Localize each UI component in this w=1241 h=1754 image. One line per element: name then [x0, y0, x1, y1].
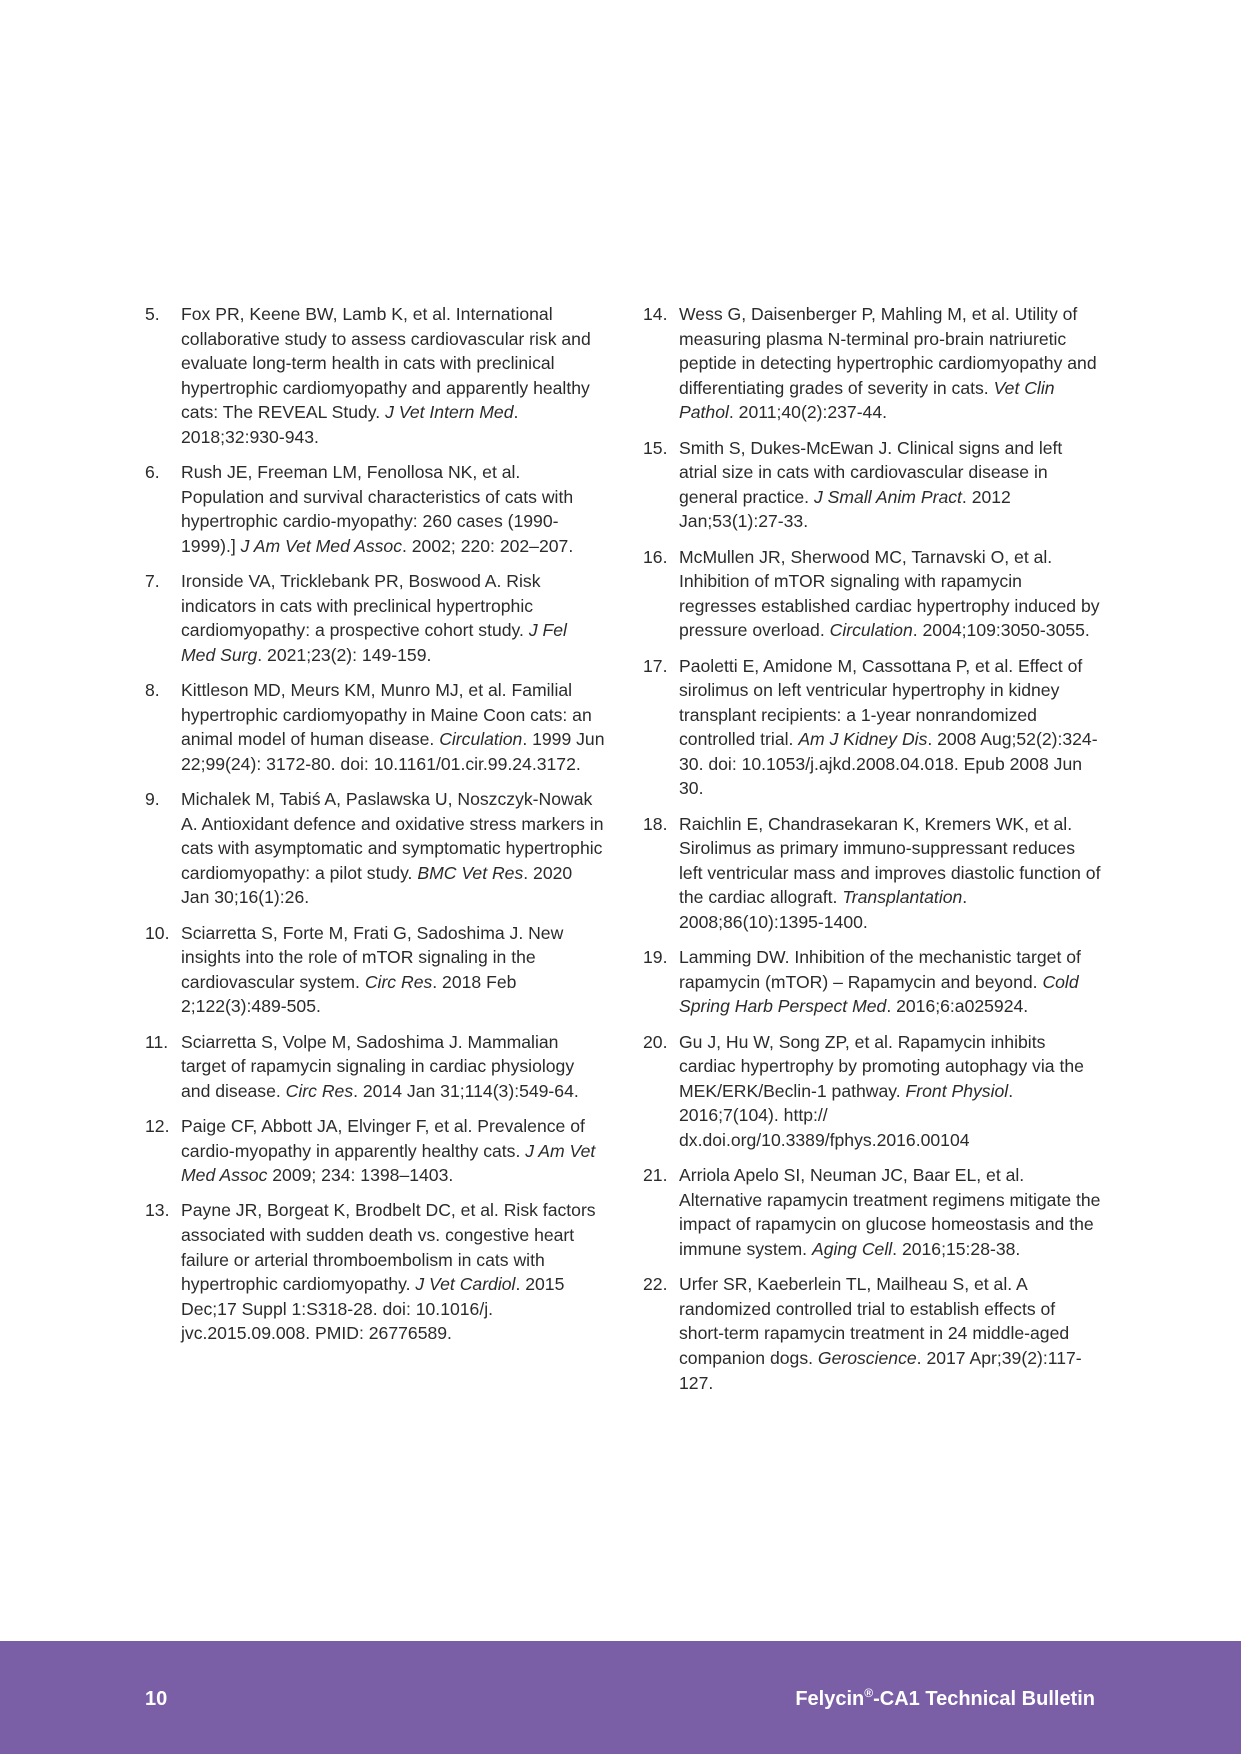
bulletin-title: [795, 1688, 1095, 1711]
reference-journal: BMC Vet Res: [417, 862, 524, 883]
reference-text: Smith S, Dukes-McEwan J. Clinical signs and left atrial size in cats with cardiovascular disease in general practice.: [679, 437, 1063, 507]
reference-text: Wess G, Daisenberger P, Mahling M, et al. Utility of measuring plasma N-terminal pro-brain natriuretic peptide in detecting hypertrophic cardiomyopathy and differentiating grades of severity in cats.: [679, 304, 1097, 398]
reference-journal: Am J Kidney Dis: [798, 729, 928, 750]
reference-citation: . 2020 Jan 30;16(1):26.: [181, 862, 573, 908]
reference-item: [145, 678, 605, 776]
reference-text: Ironside VA, Tricklebank PR, Boswood A. Risk indicators in cats with preclinical hypertrophic cardiomyopathy: a prospective cohort study.: [181, 571, 541, 641]
reference-number: 21.: [643, 1165, 668, 1186]
reference-number: 11.: [145, 1031, 169, 1052]
reference-number: 15.: [643, 437, 668, 458]
reference-journal: J Am Vet Med Assoc: [240, 535, 402, 556]
reference-journal: Circ Res: [285, 1080, 354, 1101]
reference-journal: J Vet Cardiol: [415, 1274, 516, 1295]
reference-citation: . 2018;32:930-943.: [181, 402, 519, 447]
registered-mark: ®: [864, 1686, 874, 1700]
reference-citation: . 2014 Jan 31;114(3):549-64.: [353, 1080, 579, 1101]
reference-number: 10.: [145, 922, 170, 943]
reference-item: [643, 812, 1103, 935]
reference-text: Sciarretta S, Forte M, Frati G, Sadoshima J. New insights into the role of mTOR signaling in the cardiovascular system.: [181, 922, 564, 992]
reference-text: Lamming DW. Inhibition of the mechanistic target of rapamycin (mTOR) – Rapamycin and beyond.: [679, 947, 1081, 992]
reference-citation: . 2021;23(2): 149-159.: [257, 644, 432, 665]
references-column-left: [145, 302, 605, 1357]
reference-journal: Geroscience: [817, 1347, 917, 1368]
reference-text: Rush JE, Freeman LM, Fenollosa NK, et al. Population and survival characteristics of cats with hypertrophic cardio-myopathy: 260 cases (1990-1999).]: [181, 462, 574, 556]
reference-item: [145, 302, 605, 450]
reference-item: [643, 1030, 1103, 1153]
reference-number: 6.: [145, 462, 160, 483]
reference-citation: . 2018 Feb 2;122(3):489-505.: [181, 971, 517, 1017]
reference-citation: . 2015 Dec;17 Suppl 1:S318-28. doi: 10.1016/j. jvc.2015.09.008. PMID: 26776589.: [181, 1274, 565, 1344]
reference-citation: . 2016;7(104). http:// dx.doi.org/10.3389/fphys.2016.00104: [679, 1080, 1014, 1150]
reference-text: Payne JR, Borgeat K, Brodbelt DC, et al. Risk factors associated with sudden death vs. congestive heart failure or arterial thromboembolism in cats with hypertrophic cardiomyopathy.: [181, 1200, 596, 1295]
reference-number: 12.: [145, 1115, 170, 1136]
reference-number: 16.: [643, 546, 668, 567]
reference-text: Raichlin E, Chandrasekaran K, Kremers WK, et al. Sirolimus as primary immuno-suppressant reduces left ventricular mass and improves diastolic function of the cardiac allograft.: [679, 813, 1101, 908]
reference-text: Paoletti E, Amidone M, Cassottana P, et al. Effect of sirolimus on left ventricular hypertrophy in kidney transplant recipients: a 1-year nonrandomized controlled trial.: [679, 655, 1083, 750]
reference-journal: J Fel Med Surg: [181, 620, 567, 665]
reference-text: Arriola Apelo SI, Neuman JC, Baar EL, et al. Alternative rapamycin treatment regimens mitigate the impact of rapamycin on glucose homeostasis and the immune system.: [679, 1165, 1101, 1259]
reference-item: [643, 302, 1103, 425]
reference-number: 7.: [145, 571, 160, 592]
reference-text: Gu J, Hu W, Song ZP, et al. Rapamycin inhibits cardiac hypertrophy by promoting autophagy via the MEK/ERK/Beclin-1 pathway.: [679, 1031, 1084, 1101]
reference-text: McMullen JR, Sherwood MC, Tarnavski O, et al. Inhibition of mTOR signaling with rapamycin regresses established cardiac hypertrophy induced by pressure overload.: [679, 546, 1100, 641]
reference-text: Sciarretta S, Volpe M, Sadoshima J. Mammalian target of rapamycin signaling in cardiac physiology and disease.: [181, 1031, 575, 1101]
reference-journal: Transplantation: [842, 887, 963, 908]
reference-item: [145, 1030, 605, 1104]
reference-number: 9.: [145, 789, 160, 810]
reference-number: 19.: [643, 947, 668, 968]
reference-item: [643, 654, 1103, 802]
reference-text: Michalek M, Tabiś A, Paslawska U, Noszczyk-Nowak A. Antioxidant defence and oxidative stress markers in cats with asymptomatic and symptomatic hypertrophic cardiomyopathy: a pilot study.: [181, 789, 604, 883]
reference-journal: Circulation: [829, 620, 913, 641]
reference-number: 8.: [145, 680, 160, 701]
reference-item: [145, 1198, 605, 1346]
reference-citation: . 2012 Jan;53(1):27-33.: [679, 486, 1011, 532]
reference-journal: Front Physiol: [905, 1080, 1009, 1101]
reference-journal: J Vet Intern Med: [385, 402, 514, 423]
reference-item: [145, 787, 605, 910]
reference-number: 17.: [643, 655, 668, 676]
reference-journal: Cold Spring Harb Perspect Med: [679, 971, 1079, 1017]
reference-text: Urfer SR, Kaeberlein TL, Mailheau S, et al. A randomized controlled trial to establish effects of short-term rapamycin treatment in 24 middle-aged companion dogs.: [679, 1274, 1070, 1368]
reference-citation: . 2016;6:a025924.: [886, 996, 1029, 1017]
reference-journal: Aging Cell: [811, 1238, 893, 1259]
reference-text: Kittleson MD, Meurs KM, Munro MJ, et al. Familial hypertrophic cardiomyopathy in Maine Coon cats: an animal model of human disease.: [181, 680, 592, 750]
page-number: 10: [145, 1688, 168, 1710]
reference-item: [643, 1163, 1103, 1261]
reference-item: [145, 1114, 605, 1188]
reference-citation: . 2004;109:3050-3055.: [912, 620, 1090, 641]
reference-item: [643, 945, 1103, 1019]
reference-citation: . 2002; 220: 202–207.: [402, 535, 574, 556]
reference-number: 18.: [643, 813, 668, 834]
reference-journal: Vet Clin Pathol: [679, 377, 1055, 423]
reference-item: [643, 436, 1103, 534]
reference-text: Fox PR, Keene BW, Lamb K, et al. International collaborative study to assess cardiovascular risk and evaluate long-term health in cats with preclinical hypertrophic cardiomyopathy and apparently healthy cats: The REVEAL Study.: [181, 304, 591, 423]
reference-citation: . 1999 Jun 22;99(24): 3172-80. doi: 10.1161/01.cir.99.24.3172.: [181, 729, 605, 774]
reference-item: [145, 569, 605, 667]
reference-number: 20.: [643, 1031, 668, 1052]
reference-number: 5.: [145, 304, 160, 324]
reference-citation: . 2016;15:28-38.: [892, 1238, 1021, 1259]
reference-journal: J Small Anim Pract: [813, 486, 962, 507]
brand-name: Felycin: [795, 1688, 865, 1710]
reference-citation: . 2008 Aug;52(2):324-30. doi: 10.1053/j.ajkd.2008.04.018. Epub 2008 Jun 30.: [679, 729, 1098, 799]
reference-item: [643, 1272, 1103, 1395]
reference-citation: 2009; 234: 1398–1403.: [267, 1165, 454, 1186]
reference-text: Paige CF, Abbott JA, Elvinger F, et al. Prevalence of cardio-myopathy in apparently healthy cats.: [181, 1115, 585, 1161]
reference-journal: J Am Vet Med Assoc: [181, 1140, 596, 1186]
reference-number: 13.: [145, 1200, 170, 1221]
reference-citation: . 2008;86(10):1395-1400.: [679, 887, 968, 933]
reference-list-left: [145, 302, 605, 1346]
reference-citation: . 2017 Apr;39(2):117-127.: [679, 1347, 1082, 1393]
references-column-right: [643, 302, 1103, 1406]
reference-list-right: [643, 302, 1103, 1395]
reference-number: 22.: [643, 1274, 668, 1295]
reference-item: [145, 460, 605, 558]
reference-item: [643, 545, 1103, 643]
reference-item: [145, 921, 605, 1019]
title-suffix: -CA1 Technical Bulletin: [873, 1688, 1095, 1710]
reference-journal: Circulation: [439, 729, 523, 750]
reference-citation: . 2011;40(2):237-44.: [728, 402, 888, 423]
reference-number: 14.: [643, 304, 668, 324]
reference-journal: Circ Res: [364, 971, 433, 992]
